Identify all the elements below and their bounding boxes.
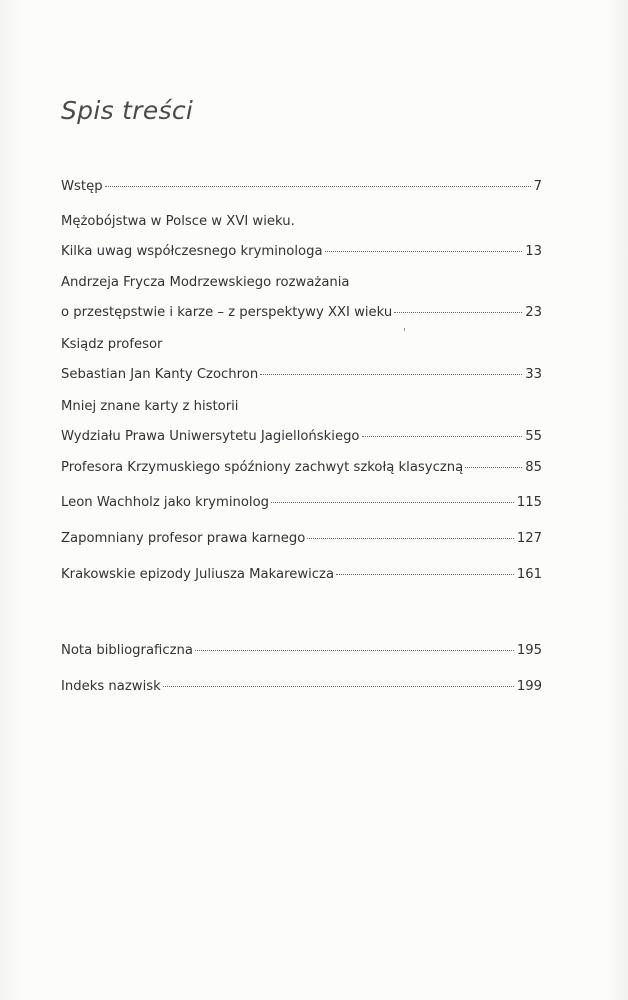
toc-entry-title: Mężobójstwa w Polsce w XVI wieku.	[61, 214, 295, 229]
toc-entry-line	[61, 524, 542, 554]
toc-entry-title: Zapomniany profesor prawa karnego	[61, 531, 306, 546]
toc-page-number: 195	[516, 643, 542, 658]
toc-entry-line	[61, 330, 542, 360]
toc-entry-line	[61, 636, 542, 666]
toc-entry-line	[61, 422, 542, 452]
dot-leader	[465, 467, 522, 468]
toc-entry-line	[61, 392, 542, 422]
toc-page-number: 23	[525, 305, 542, 320]
toc-entry-title: Indeks nazwisk	[61, 679, 161, 694]
dot-leader	[325, 251, 523, 252]
toc-entry-title: Mniej znane karty z historii	[61, 399, 239, 414]
toc-entry	[61, 453, 542, 483]
toc-entry-title: Sebastian Jan Kanty Czochron	[61, 367, 259, 382]
toc-page-number: 33	[525, 367, 542, 382]
toc-entry	[61, 672, 542, 702]
toc-entry	[61, 207, 542, 267]
toc-entry-title: Ksiądz profesor	[61, 337, 163, 352]
toc-page-number: 199	[516, 679, 542, 694]
toc-page-number: 115	[516, 495, 542, 510]
toc-entry-title: Krakowskie epizody Juliusza Makarewicza	[61, 567, 335, 582]
toc-entry-title: Andrzeja Frycza Modrzewskiego rozważania	[61, 275, 350, 290]
toc-entry-title: o przestępstwie i karze – z perspektywy XXI wieku	[61, 305, 393, 320]
page-title: Spis treści	[61, 96, 194, 125]
toc-entry	[61, 560, 542, 590]
dot-leader	[336, 574, 514, 575]
toc-entry	[61, 392, 542, 452]
toc-page-number: 161	[516, 567, 542, 582]
dot-leader	[195, 650, 514, 651]
toc-entry-line	[61, 560, 542, 590]
toc-page-number: 7	[533, 179, 542, 194]
dot-leader	[394, 312, 522, 313]
toc-entry-title: Wstęp	[61, 179, 103, 194]
toc-entry-line	[61, 488, 542, 518]
toc-entry	[61, 172, 542, 202]
toc-entry-line	[61, 672, 542, 702]
toc-entry-title: Profesora Krzymuskiego spóźniony zachwyt szkołą klasyczną	[61, 460, 464, 475]
toc-page-number: 85	[525, 460, 542, 475]
toc-entry-title: Kilka uwag współczesnego kryminologa	[61, 244, 323, 259]
toc-entry-line	[61, 172, 542, 202]
toc-entry-line	[61, 298, 542, 328]
toc-entry-line	[61, 268, 542, 298]
toc-entry-title: Nota bibliograficzna	[61, 643, 193, 658]
toc-entry	[61, 330, 542, 390]
toc-entry-line	[61, 453, 542, 483]
toc-entry-line	[61, 237, 542, 267]
toc-page-number: 55	[525, 429, 542, 444]
toc-entry	[61, 636, 542, 666]
toc-entry	[61, 268, 542, 328]
toc-page-number: 127	[516, 531, 542, 546]
toc-entry	[61, 524, 542, 554]
toc-page-number: 13	[525, 244, 542, 259]
dot-leader	[307, 538, 514, 539]
toc-entry-line	[61, 360, 542, 390]
dot-leader	[260, 374, 522, 375]
toc-entry-title: Wydziału Prawa Uniwersytetu Jagiellońskiego	[61, 429, 360, 444]
dot-leader	[362, 436, 523, 437]
dot-leader	[163, 686, 514, 687]
scan-speck	[404, 328, 405, 331]
dot-leader	[105, 186, 531, 187]
toc-entry-title: Leon Wachholz jako kryminolog	[61, 495, 270, 510]
toc-entry-line	[61, 207, 542, 237]
dot-leader	[271, 502, 514, 503]
toc-entry	[61, 488, 542, 518]
